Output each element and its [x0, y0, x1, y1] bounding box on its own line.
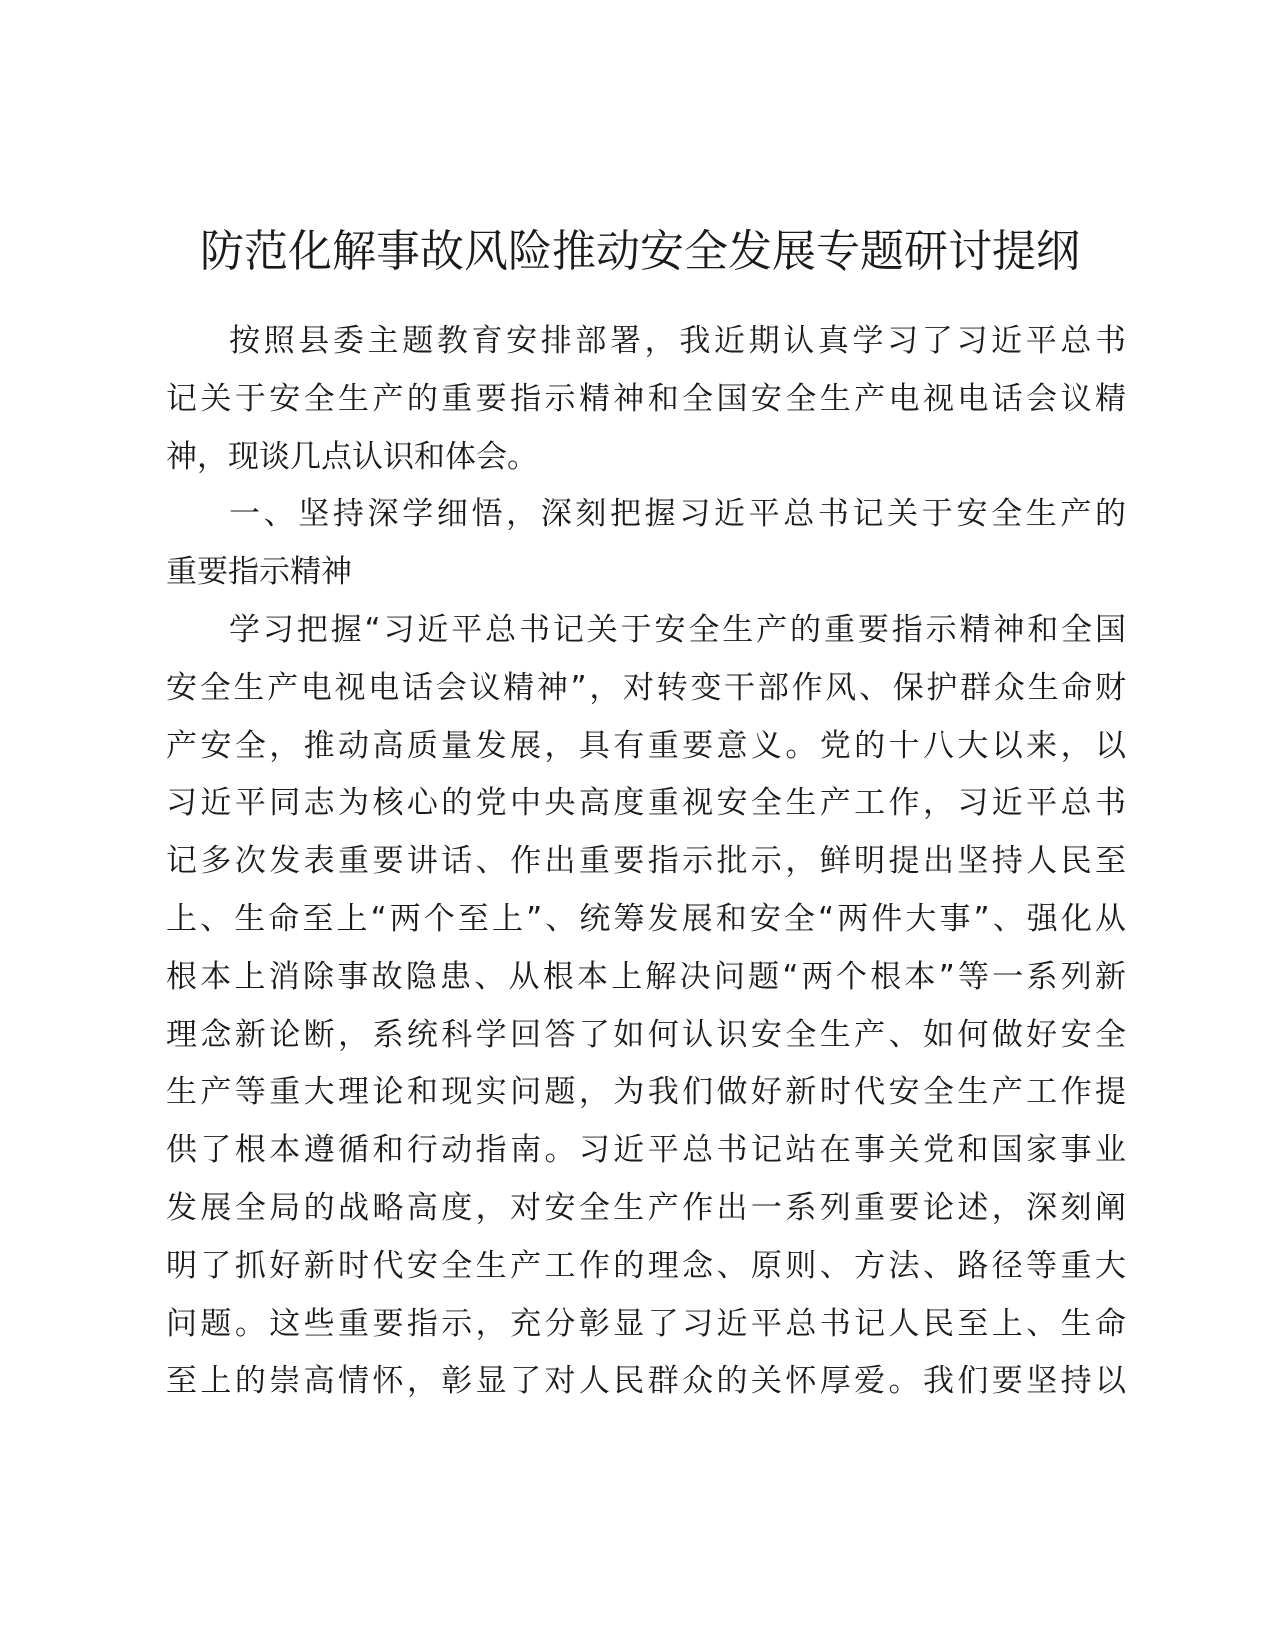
section-heading-line: 重要指示精神 [166, 554, 352, 591]
text-line: 产安全，推动高质量发展，具有重要意义。党的十八大以来，以 [166, 727, 1126, 764]
text-line: 明了抓好新时代安全生产工作的理念、原则、方法、路径等重大 [166, 1247, 1126, 1284]
text-line: 生产等重大理论和现实问题，为我们做好新时代安全生产工作提 [166, 1074, 1126, 1111]
text-line: 至上的崇高情怀，彰显了对人民群众的关怀厚爱。我们要坚持以 [166, 1363, 1126, 1400]
text-line: 安全生产电视电话会议精神”，对转变干部作风、保护群众生命财 [166, 669, 1126, 706]
text-line: 按照县委主题教育安排部署，我近期认真学习了习近平总书 [229, 323, 1126, 359]
document-body [166, 313, 1126, 1411]
text-line: 上、生命至上“两个至上”、统筹发展和安全“两件大事”、强化从 [166, 900, 1126, 937]
text-line: 学习把握“习近平总书记关于安全生产的重要指示精神和全国 [229, 611, 1126, 648]
document-title: 防范化解事故风险推动安全发展专题研讨提纲 [200, 226, 1080, 277]
text-line: 记多次发表重要讲话、作出重要指示批示，鲜明提出坚持人民至 [166, 843, 1126, 880]
text-line: 神，现谈几点认识和体会。 [166, 438, 538, 475]
text-line: 供了根本遵循和行动指南。习近平总书记站在事关党和国家事业 [166, 1132, 1126, 1169]
text-line: 记关于安全生产的重要指示精神和全国安全生产电视电话会议精 [166, 380, 1126, 417]
text-line: 发展全局的战略高度，对安全生产作出一系列重要论述，深刻阐 [166, 1189, 1126, 1226]
text-line: 习近平同志为核心的党中央高度重视安全生产工作，习近平总书 [166, 785, 1126, 822]
section-heading-line: 一、坚持深学细悟，深刻把握习近平总书记关于安全生产的 [229, 496, 1126, 533]
text-line: 理念新论断，系统科学回答了如何认识安全生产、如何做好安全 [166, 1016, 1126, 1053]
text-line: 根本上消除事故隐患、从根本上解决问题“两个根本”等一系列新 [166, 958, 1126, 995]
text-line: 问题。这些重要指示，充分彰显了习近平总书记人民至上、生命 [166, 1305, 1126, 1342]
